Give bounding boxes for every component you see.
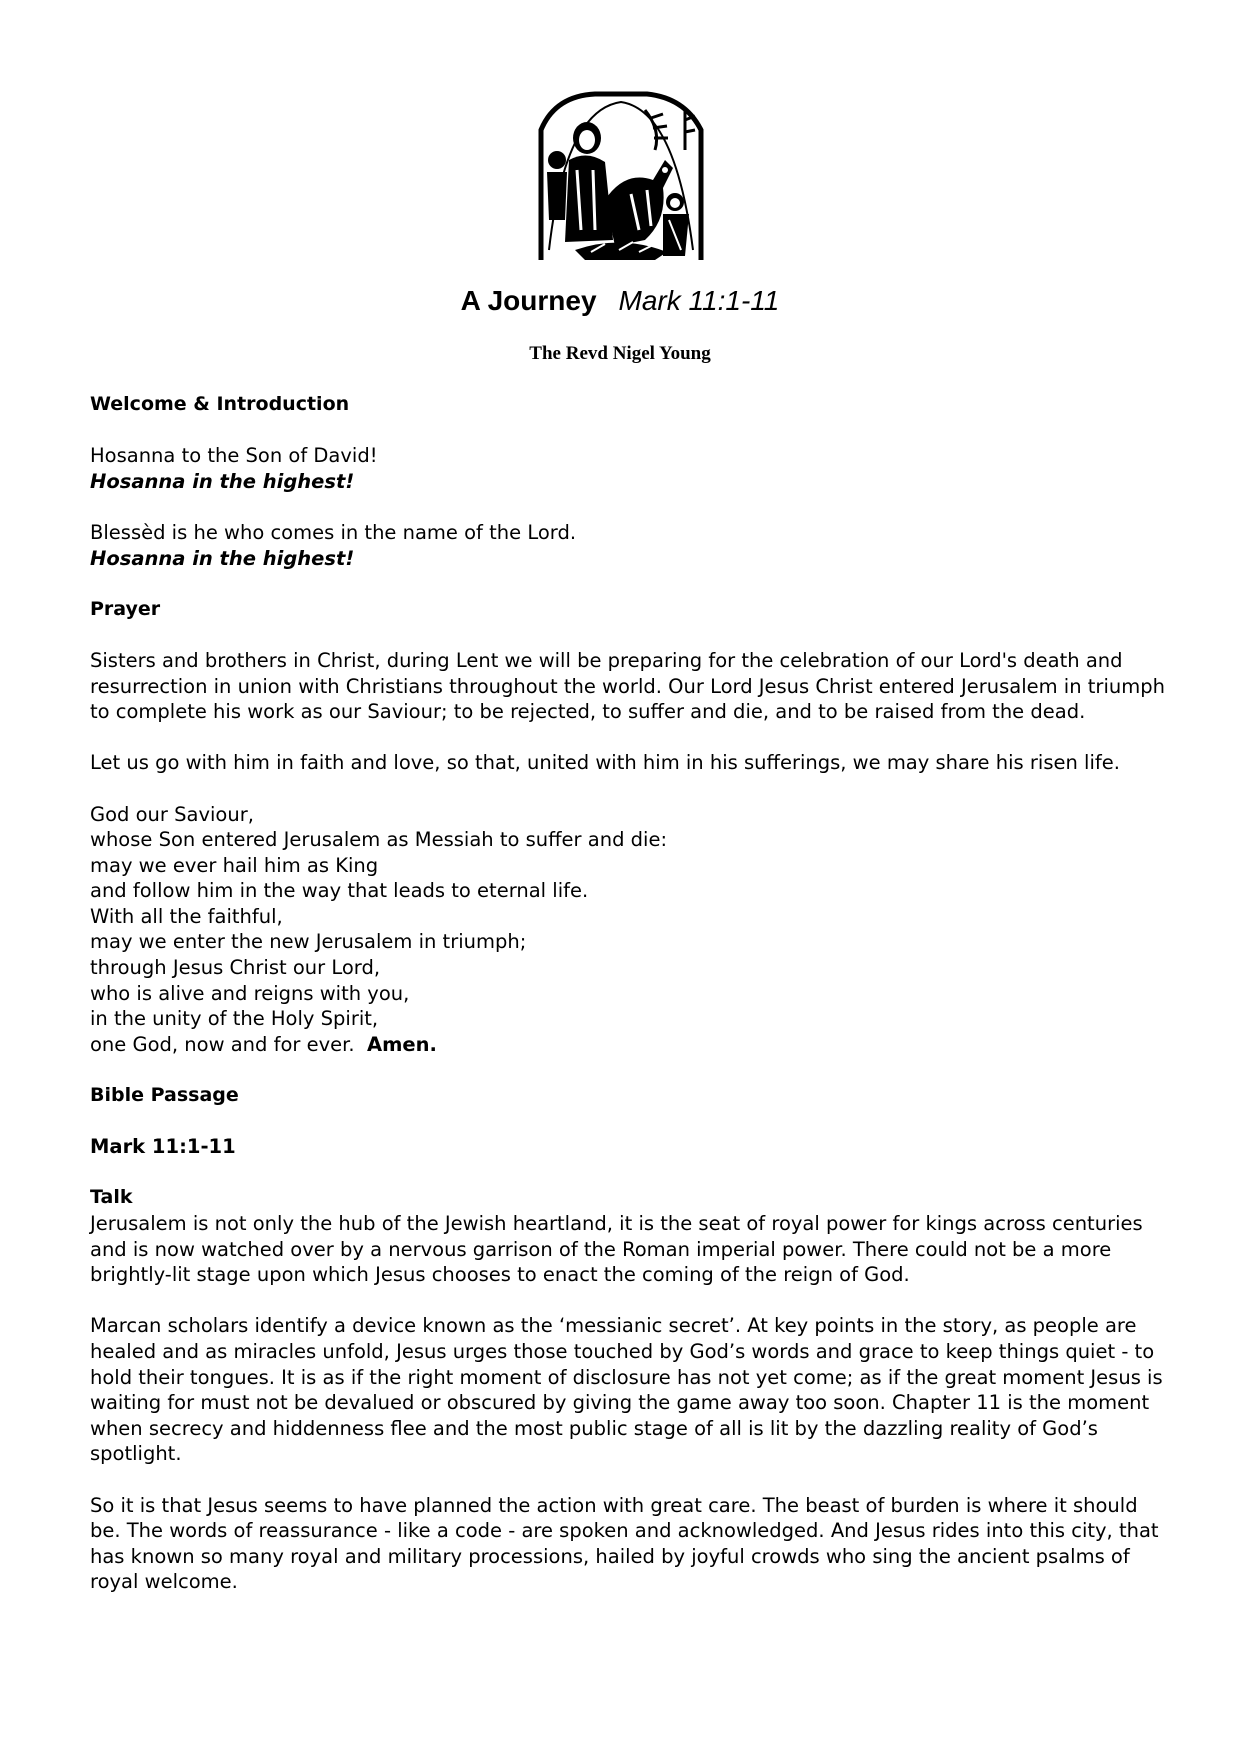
section-heading-talk: Talk — [90, 1186, 133, 1209]
versicle-response-1 — [90, 443, 1170, 494]
collect-line: whose Son entered Jerusalem as Messiah to suffer and die: — [90, 828, 668, 852]
title-scripture-reference: Mark 11:1-11 — [618, 285, 780, 316]
collect-prayer — [90, 802, 1170, 1058]
versicle-text: Hosanna to the Son of David! — [90, 444, 378, 468]
document-body — [90, 392, 1170, 1621]
response-text: Hosanna in the highest! — [90, 469, 355, 493]
title-main: A Journey — [460, 285, 597, 316]
section-heading-prayer: Prayer — [90, 597, 161, 620]
talk-paragraph-3: So it is that Jesus seems to have planned the action with great care. The beast of burden is where it should be. The words of reassurance - like a code - are spoken and acknowledged. And Jesus rides into this city, that has known so many royal and military processions, hailed by joyful crowds who sing the ancient psalms of royal welcome. — [90, 1493, 1159, 1594]
collect-line: may we ever hail him as King — [90, 853, 379, 877]
collect-line: may we enter the new Jerusalem in triumph; — [90, 930, 527, 954]
prayer-paragraph-1: Sisters and brothers in Christ, during Lent we will be preparing for the celebration of our Lord's death and resurrection in union with Christians throughout the world. Our Lord Jesus Christ entered Jerusalem in triumph to complete his work as our Saviour; to be rejected, to suffer and die, and to be raised from the dead. — [90, 648, 1165, 724]
author-line: The Revd Nigel Young — [529, 343, 711, 364]
collect-line: With all the faithful, — [90, 904, 283, 928]
prayer-paragraph-2: Let us go with him in faith and love, so that, united with him in his sufferings, we may share his risen life. — [90, 751, 1120, 775]
response-text: Hosanna in the highest! — [90, 546, 355, 570]
palm-sunday-woodcut-image — [535, 90, 707, 262]
document-title — [0, 285, 1240, 317]
collect-line: who is alive and reigns with you, — [90, 981, 410, 1005]
collect-line: in the unity of the Holy Spirit, — [90, 1007, 379, 1031]
bible-reference: Mark 11:1-11 — [90, 1135, 236, 1159]
collect-line-final — [90, 1032, 1170, 1058]
versicle-text: Blessèd is he who comes in the name of the Lord. — [90, 520, 577, 544]
collect-line: God our Saviour, — [90, 802, 254, 826]
section-heading-bible-passage: Bible Passage — [90, 1084, 239, 1107]
versicle-response-2 — [90, 520, 1170, 571]
talk-paragraph-1: Jerusalem is not only the hub of the Jewish heartland, it is the seat of royal power for kings across centuries and is now watched over by a nervous garrison of the Roman imperial power. There could not be a more brightly-lit stage upon which Jesus chooses to enact the coming of the reign of God. — [90, 1212, 1143, 1287]
amen-text: Amen. — [367, 1032, 437, 1056]
collect-line: and follow him in the way that leads to eternal life. — [90, 879, 589, 903]
collect-line: one God, now and for ever. — [90, 1032, 355, 1056]
collect-line: through Jesus Christ our Lord, — [90, 956, 381, 980]
talk-paragraph-2: Marcan scholars identify a device known as the ‘messianic secret’. At key points in the story, as people are healed and as miracles unfold, Jesus urges those touched by God’s words and grace to keep things quiet - to hold their tongues. It is as if the right moment of disclosure has not yet come; as if the great moment Jesus is waiting for must not be devalued or obscured by giving the game away too soon. Chapter 11 is the moment when secrecy and hiddenness flee and the most public stage of all is lit by the dazzling reality of God’s spotlight. — [90, 1314, 1163, 1466]
section-heading-welcome: Welcome & Introduction — [90, 393, 350, 415]
